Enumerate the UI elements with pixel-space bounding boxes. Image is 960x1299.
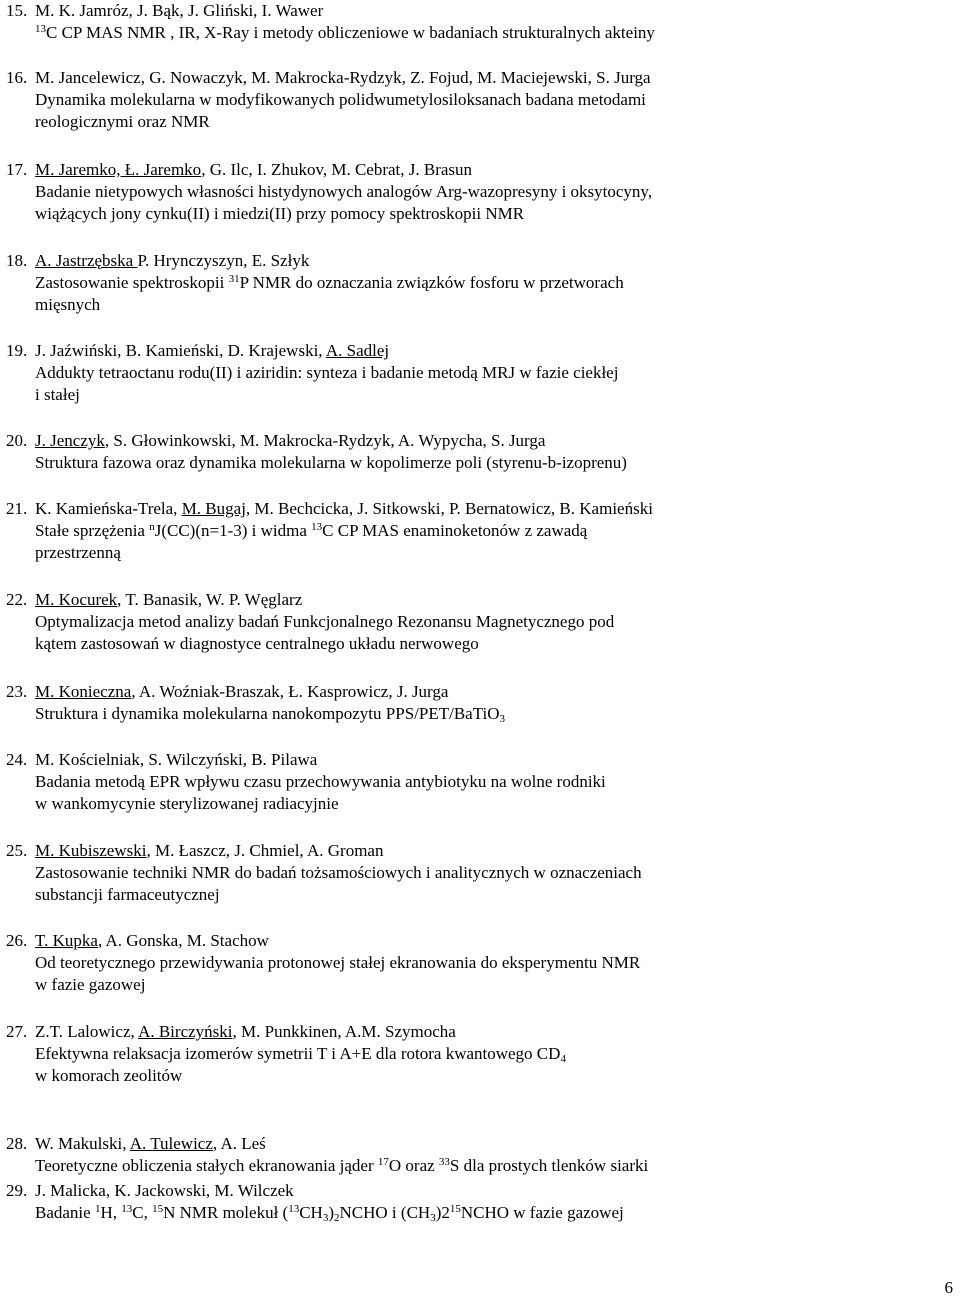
entry-number: 24.: [6, 750, 28, 769]
entry-title-line: [6, 22, 906, 44]
reference-entry: [6, 840, 906, 906]
entry-number: 20.: [6, 431, 28, 450]
entry-title-line: [6, 362, 906, 384]
title-text: ): [328, 1203, 335, 1222]
reference-entry: [6, 67, 906, 133]
entry-authors: [6, 1180, 906, 1202]
entry-number: 16.: [6, 68, 28, 87]
entry-title-line: [6, 181, 906, 203]
entry-number: 18.: [6, 251, 28, 270]
author-list: , S. Głowinkowski, M. Makrocka-Rydzyk, A. Wypycha, S. Jurga: [104, 431, 546, 450]
author-list: W. Makulski,: [35, 1134, 130, 1153]
author-list: , T. Banasik, W. P. Węglarz: [117, 590, 303, 609]
reference-entry: [6, 1180, 906, 1224]
presenting-author: A. Sadlej: [325, 341, 390, 360]
entry-title-line: [6, 1155, 906, 1177]
title-text: Badanie nietypowych własności histydynowych analogów Arg-wazopresyny i oksytocyny,: [35, 182, 653, 201]
entry-title-line: [6, 452, 906, 474]
title-text: reologicznymi oraz NMR: [35, 112, 210, 131]
entry-authors: [6, 930, 906, 952]
entry-title-line: [6, 771, 906, 793]
reference-entry: [6, 930, 906, 996]
title-text: ): [435, 1203, 442, 1222]
author-list: Z.T. Lalowicz,: [35, 1022, 139, 1041]
entry-authors: [6, 840, 906, 862]
title-text: P NMR do oznaczania związków fosforu w przetworach: [239, 273, 624, 292]
superscript: 13: [121, 1203, 133, 1215]
title-text: w fazie gazowej: [35, 975, 146, 994]
title-text: w wankomycynie sterylizowanej radiacyjnie: [35, 794, 339, 813]
title-text: N NMR molekuł (: [163, 1203, 289, 1222]
entry-authors: [6, 749, 906, 771]
entry-title-line: [6, 884, 906, 906]
title-text: Efektywna relaksacja izomerów symetrii T i A+E dla rotora kwantowego CD: [35, 1044, 561, 1063]
entry-number: 26.: [6, 931, 28, 950]
title-text: 2: [441, 1203, 450, 1222]
entry-authors: [6, 498, 906, 520]
title-text: NCHO w fazie gazowej: [460, 1203, 624, 1222]
superscript: n: [149, 521, 155, 533]
superscript: 31: [228, 273, 240, 285]
title-text: J(CC)(n=1-3) i widma: [154, 521, 312, 540]
subscript: 4: [560, 1053, 566, 1065]
presenting-author: A. Jastrzębska: [35, 251, 138, 270]
entry-title-line: [6, 272, 906, 294]
entry-title-line: [6, 111, 906, 133]
reference-entry: [6, 340, 906, 406]
title-text: Badania metodą EPR wpływu czasu przechowywania antybiotyku na wolne rodniki: [35, 772, 606, 791]
entry-authors: [6, 430, 906, 452]
entry-authors: [6, 67, 906, 89]
title-text: w komorach zeolitów: [35, 1066, 183, 1085]
entry-title-line: [6, 974, 906, 996]
entry-title-line: [6, 542, 906, 564]
superscript: 17: [377, 1156, 389, 1168]
entry-title-line: [6, 520, 906, 542]
title-text: Od teoretycznego przewidywania protonowej stałej ekranowania do eksperymentu NMR: [35, 953, 641, 972]
reference-entry: [6, 749, 906, 815]
author-list: J. Jaźwiński, B. Kamieński, D. Krajewski,: [35, 341, 326, 360]
entry-number: 19.: [6, 341, 28, 360]
reference-entry: [6, 498, 906, 564]
reference-entry: [6, 159, 906, 225]
entry-title-line: [6, 793, 906, 815]
presenting-author: A. Birczyński: [138, 1022, 233, 1041]
title-text: NCHO i (CH: [339, 1203, 431, 1222]
title-text: substancji farmaceutycznej: [35, 885, 220, 904]
superscript: 13: [35, 23, 46, 35]
entry-title-line: [6, 1065, 906, 1087]
entry-authors: [6, 1133, 906, 1155]
entry-authors: [6, 589, 906, 611]
author-list: , A. Woźniak-Braszak, Ł. Kasprowicz, J. Jurga: [131, 682, 449, 701]
entry-title-line: [6, 89, 906, 111]
subscript: 3: [499, 713, 505, 725]
entry-title-line: [6, 1043, 906, 1065]
title-text: O oraz: [388, 1156, 439, 1175]
entry-authors: [6, 340, 906, 362]
reference-entry: [6, 250, 906, 316]
superscript: 15: [449, 1203, 461, 1215]
reference-entry: [6, 0, 906, 44]
reference-entry: [6, 589, 906, 655]
title-text: C CP MAS enaminoketonów z zawadą: [322, 521, 588, 540]
author-list: , A. Leś: [212, 1134, 266, 1153]
entry-number: 27.: [6, 1022, 28, 1041]
superscript: 13: [288, 1203, 300, 1215]
title-text: wiążących jony cynku(II) i miedzi(II) przy pomocy spektroskopii NMR: [35, 204, 525, 223]
entry-title-line: [6, 294, 906, 316]
title-text: CH: [299, 1203, 323, 1222]
title-text: mięsnych: [35, 295, 101, 314]
subscript: 3: [322, 1212, 329, 1224]
title-text: Struktura fazowa oraz dynamika molekularna w kopolimerze poli (styrenu-b-izoprenu): [35, 453, 627, 472]
title-text: C CP MAS NMR , IR, X-Ray i metody obliczeniowe w badaniach strukturalnych akteiny: [46, 23, 655, 42]
presenting-author: M. Bugaj: [181, 499, 246, 518]
entry-number: 28.: [6, 1134, 28, 1153]
entry-number: 17.: [6, 160, 28, 179]
title-text: przestrzenną: [35, 543, 121, 562]
entry-authors: [6, 159, 906, 181]
entry-title-line: [6, 611, 906, 633]
title-text: Stałe sprzężenia: [35, 521, 150, 540]
superscript: 1: [94, 1203, 101, 1215]
author-list: P. Hrynczyszyn, E. Szłyk: [137, 251, 310, 270]
superscript: 33: [438, 1156, 450, 1168]
author-list: , A. Gonska, M. Stachow: [97, 931, 269, 950]
reference-entry: [6, 430, 906, 474]
entry-number: 21.: [6, 499, 28, 518]
entry-number: 22.: [6, 590, 28, 609]
title-text: H,: [100, 1203, 122, 1222]
entry-title-line: [6, 862, 906, 884]
title-text: i stałej: [35, 385, 80, 404]
superscript: 13: [311, 521, 323, 533]
title-text: S dla prostych tlenków siarki: [449, 1156, 649, 1175]
title-text: kątem zastosowań w diagnostyce centralnego układu nerwowego: [35, 634, 479, 653]
entry-number: 23.: [6, 682, 28, 701]
entry-authors: [6, 681, 906, 703]
author-list: , M. Łaszcz, J. Chmiel, A. Groman: [146, 841, 384, 860]
page-number: 6: [944, 1278, 953, 1297]
title-text: Zastosowanie techniki NMR do badań tożsamościowych i analitycznych w oznaczeniach: [35, 863, 642, 882]
presenting-author: M. Kubiszewski: [35, 841, 147, 860]
title-text: Dynamika molekularna w modyfikowanych polidwumetylosiloksanach badana metodami: [35, 90, 646, 109]
author-list: M. Jancelewicz, G. Nowaczyk, M. Makrocka-Rydzyk, Z. Fojud, M. Maciejewski, S. Jurga: [35, 68, 651, 87]
entry-title-line: [6, 952, 906, 974]
title-text: Teoretyczne obliczenia stałych ekranowania jąder: [35, 1156, 378, 1175]
author-list: M. K. Jamróz, J. Bąk, J. Gliński, I. Wawer: [35, 1, 324, 20]
presenting-author: M. Jaremko, Ł. Jaremko: [35, 160, 202, 179]
reference-entry: [6, 1133, 906, 1177]
title-text: Badanie: [35, 1203, 95, 1222]
reference-entry: [6, 1021, 906, 1087]
title-text: C,: [132, 1203, 153, 1222]
title-text: Struktura i dynamika molekularna nanokompozytu PPS/PET/BaTiO: [35, 704, 500, 723]
subscript: 2: [334, 1212, 340, 1224]
entry-number: 15.: [6, 1, 28, 20]
title-text: Zastosowanie spektroskopii: [35, 273, 229, 292]
entry-number: 29.: [6, 1181, 28, 1200]
reference-entry: [6, 681, 906, 725]
presenting-author: M. Konieczna: [35, 682, 132, 701]
presenting-author: M. Kocurek: [35, 590, 118, 609]
entry-authors: [6, 0, 906, 22]
entry-title-line: [6, 384, 906, 406]
presenting-author: T. Kupka: [35, 931, 98, 950]
superscript: 15: [152, 1203, 164, 1215]
entry-authors: [6, 250, 906, 272]
entry-title-line: [6, 1202, 906, 1224]
entry-number: 25.: [6, 841, 28, 860]
author-list: , M. Bechcicka, J. Sitkowski, P. Bernatowicz, B. Kamieński: [245, 499, 653, 518]
presenting-author: A. Tulewicz: [129, 1134, 213, 1153]
title-text: Optymalizacja metod analizy badań Funkcjonalnego Rezonansu Magnetycznego pod: [35, 612, 615, 631]
presenting-author: J. Jenczyk: [35, 431, 105, 450]
entry-title-line: [6, 633, 906, 655]
author-list: J. Malicka, K. Jackowski, M. Wilczek: [35, 1181, 294, 1200]
title-text: Addukty tetraoctanu rodu(II) i aziridin: synteza i badanie metodą MRJ w fazie ciekłej: [35, 363, 619, 382]
entry-title-line: [6, 203, 906, 225]
entry-authors: [6, 1021, 906, 1043]
author-list: K. Kamieńska-Trela,: [35, 499, 182, 518]
author-list: M. Kościelniak, S. Wilczyński, B. Pilawa: [35, 750, 318, 769]
author-list: , G. Ilc, I. Zhukov, M. Cebrat, J. Brasun: [201, 160, 473, 179]
entry-title-line: [6, 703, 906, 725]
subscript: 3: [430, 1212, 436, 1224]
author-list: , M. Punkkinen, A.M. Szymocha: [232, 1022, 456, 1041]
